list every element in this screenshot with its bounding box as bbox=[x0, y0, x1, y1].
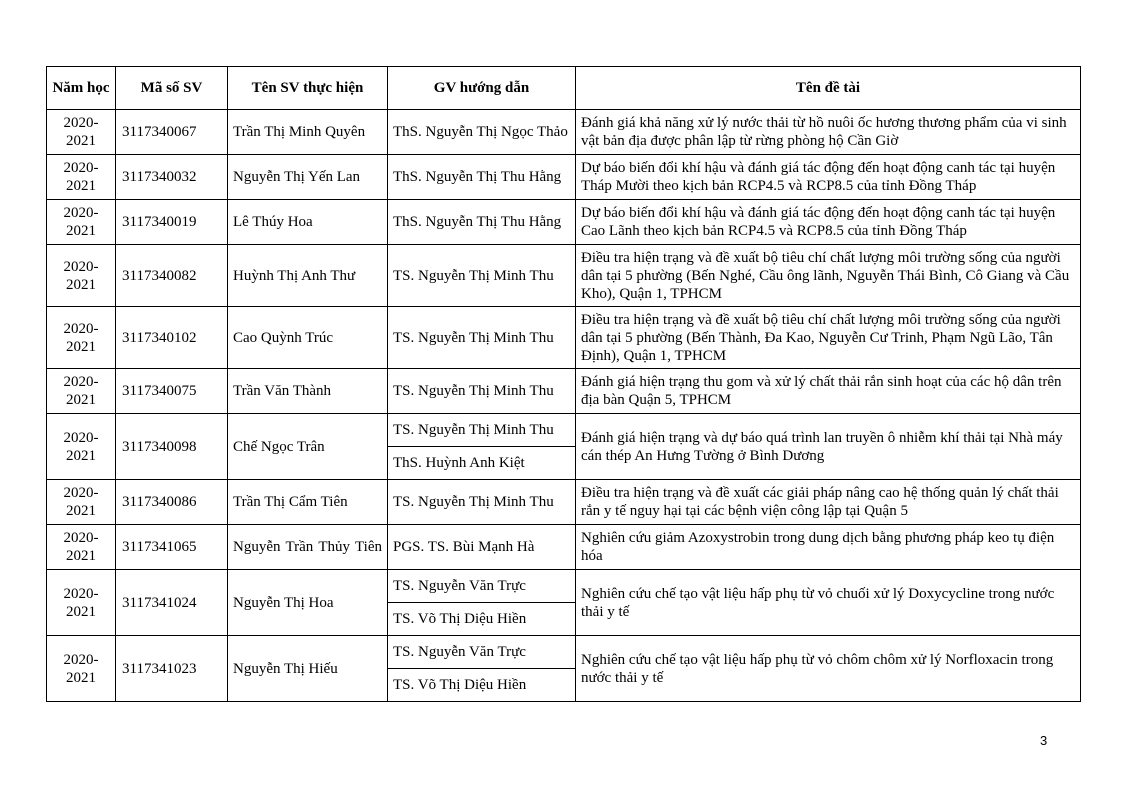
student-id-cell: 3117340102 bbox=[116, 307, 228, 369]
header-row bbox=[47, 67, 1081, 110]
student-name-cell: Trần Văn Thành bbox=[228, 369, 388, 414]
table-row bbox=[47, 480, 1081, 525]
table-row bbox=[47, 414, 1081, 447]
table-body bbox=[47, 110, 1081, 702]
student-id-cell: 3117340098 bbox=[116, 414, 228, 480]
topic-cell: Nghiên cứu chế tạo vật liệu hấp phụ từ vỏ chuối xử lý Doxycycline trong nước thải y tế bbox=[576, 570, 1081, 636]
student-name-cell: Nguyễn Trần Thủy Tiên bbox=[228, 525, 388, 570]
advisor-cell: TS. Võ Thị Diệu Hiền bbox=[388, 603, 576, 636]
page-number: 3 bbox=[1040, 733, 1048, 748]
advisor-cell: ThS. Nguyễn Thị Ngọc Thảo bbox=[388, 110, 576, 155]
table-row bbox=[47, 636, 1081, 669]
header-student-name: Tên SV thực hiện bbox=[228, 67, 388, 110]
topic-cell: Dự báo biến đổi khí hậu và đánh giá tác động đến hoạt động canh tác tại huyện Tháp Mười theo kịch bản RCP4.5 và RCP8.5 của tỉnh Đồng Tháp bbox=[576, 155, 1081, 200]
topic-cell: Đánh giá hiện trạng thu gom và xử lý chất thải rắn sinh hoạt của các hộ dân trên địa bàn Quận 5, TPHCM bbox=[576, 369, 1081, 414]
topic-cell: Nghiên cứu giảm Azoxystrobin trong dung dịch bằng phương pháp keo tụ điện hóa bbox=[576, 525, 1081, 570]
student-id-cell: 3117340075 bbox=[116, 369, 228, 414]
student-name-cell: Nguyễn Thị Hoa bbox=[228, 570, 388, 636]
advisor-cell: ThS. Huỳnh Anh Kiệt bbox=[388, 447, 576, 480]
student-id-cell: 3117341024 bbox=[116, 570, 228, 636]
year-cell: 2020-2021 bbox=[47, 307, 116, 369]
table-row bbox=[47, 525, 1081, 570]
advisor-cell: TS. Nguyễn Thị Minh Thu bbox=[388, 307, 576, 369]
table-row bbox=[47, 307, 1081, 369]
year-cell: 2020-2021 bbox=[47, 110, 116, 155]
student-id-cell: 3117341023 bbox=[116, 636, 228, 702]
topic-cell: Dự báo biến đổi khí hậu và đánh giá tác động đến hoạt động canh tác tại huyện Cao Lãnh theo kịch bản RCP4.5 và RCP8.5 của tỉnh Đồng Tháp bbox=[576, 200, 1081, 245]
year-cell: 2020-2021 bbox=[47, 636, 116, 702]
advisor-cell: ThS. Nguyễn Thị Thu Hằng bbox=[388, 200, 576, 245]
topic-cell: Điều tra hiện trạng và đề xuất bộ tiêu chí chất lượng môi trường sống của người dân tại 5 phường (Bến Nghé, Cầu ông lãnh, Nguyễn Thái Bình, Cô Giang và Cầu Kho), Quận 1, TPHCM bbox=[576, 245, 1081, 307]
table-row bbox=[47, 200, 1081, 245]
year-cell: 2020-2021 bbox=[47, 245, 116, 307]
advisor-cell: TS. Nguyễn Thị Minh Thu bbox=[388, 414, 576, 447]
header-advisor: GV hướng dẫn bbox=[388, 67, 576, 110]
student-id-cell: 3117340019 bbox=[116, 200, 228, 245]
header-student-id: Mã số SV bbox=[116, 67, 228, 110]
header-year: Năm học bbox=[47, 67, 116, 110]
advisor-cell: TS. Nguyễn Văn Trực bbox=[388, 570, 576, 603]
table-row bbox=[47, 369, 1081, 414]
year-cell: 2020-2021 bbox=[47, 570, 116, 636]
student-id-cell: 3117340086 bbox=[116, 480, 228, 525]
student-name-cell: Cao Quỳnh Trúc bbox=[228, 307, 388, 369]
advisor-cell: TS. Nguyễn Thị Minh Thu bbox=[388, 369, 576, 414]
student-id-cell: 3117341065 bbox=[116, 525, 228, 570]
student-id-cell: 3117340082 bbox=[116, 245, 228, 307]
student-name-cell: Huỳnh Thị Anh Thư bbox=[228, 245, 388, 307]
advisor-cell: TS. Nguyễn Văn Trực bbox=[388, 636, 576, 669]
advisor-cell: PGS. TS. Bùi Mạnh Hà bbox=[388, 525, 576, 570]
header-topic: Tên đề tài bbox=[576, 67, 1081, 110]
thesis-table bbox=[46, 66, 1081, 702]
advisor-cell: ThS. Nguyễn Thị Thu Hằng bbox=[388, 155, 576, 200]
year-cell: 2020-2021 bbox=[47, 369, 116, 414]
student-name-cell: Chế Ngọc Trân bbox=[228, 414, 388, 480]
table-row bbox=[47, 155, 1081, 200]
topic-cell: Đánh giá hiện trạng và dự báo quá trình lan truyền ô nhiễm khí thải tại Nhà máy cán thép An Hưng Tường ở Bình Dương bbox=[576, 414, 1081, 480]
topic-cell: Điều tra hiện trạng và đề xuất các giải pháp nâng cao hệ thống quản lý chất thải rắn y tế nguy hại tại các bệnh viện công lập tại Quận 5 bbox=[576, 480, 1081, 525]
year-cell: 2020-2021 bbox=[47, 200, 116, 245]
advisor-cell: TS. Võ Thị Diệu Hiền bbox=[388, 669, 576, 702]
topic-cell: Đánh giá khả năng xử lý nước thải từ hồ nuôi ốc hương thương phẩm của vi sinh vật bản địa được phân lập từ rừng phòng hộ Cần Giờ bbox=[576, 110, 1081, 155]
student-name-cell: Lê Thúy Hoa bbox=[228, 200, 388, 245]
table-row bbox=[47, 110, 1081, 155]
advisor-cell: TS. Nguyễn Thị Minh Thu bbox=[388, 245, 576, 307]
student-name-cell: Trần Thị Cẩm Tiên bbox=[228, 480, 388, 525]
student-name-cell: Nguyễn Thị Hiếu bbox=[228, 636, 388, 702]
topic-cell: Điều tra hiện trạng và đề xuất bộ tiêu chí chất lượng môi trường sống của người dân tại 5 phường (Bến Thành, Đa Kao, Nguyễn Cư Trinh, Phạm Ngũ Lão, Tân Định), Quận 1, TPHCM bbox=[576, 307, 1081, 369]
student-id-cell: 3117340032 bbox=[116, 155, 228, 200]
table-row bbox=[47, 570, 1081, 603]
student-name-cell: Trần Thị Minh Quyên bbox=[228, 110, 388, 155]
year-cell: 2020-2021 bbox=[47, 480, 116, 525]
year-cell: 2020-2021 bbox=[47, 414, 116, 480]
student-name-cell: Nguyễn Thị Yến Lan bbox=[228, 155, 388, 200]
year-cell: 2020-2021 bbox=[47, 155, 116, 200]
advisor-cell: TS. Nguyễn Thị Minh Thu bbox=[388, 480, 576, 525]
table-row bbox=[47, 245, 1081, 307]
student-id-cell: 3117340067 bbox=[116, 110, 228, 155]
year-cell: 2020-2021 bbox=[47, 525, 116, 570]
topic-cell: Nghiên cứu chế tạo vật liệu hấp phụ từ vỏ chôm chôm xử lý Norfloxacin trong nước thải y tế bbox=[576, 636, 1081, 702]
